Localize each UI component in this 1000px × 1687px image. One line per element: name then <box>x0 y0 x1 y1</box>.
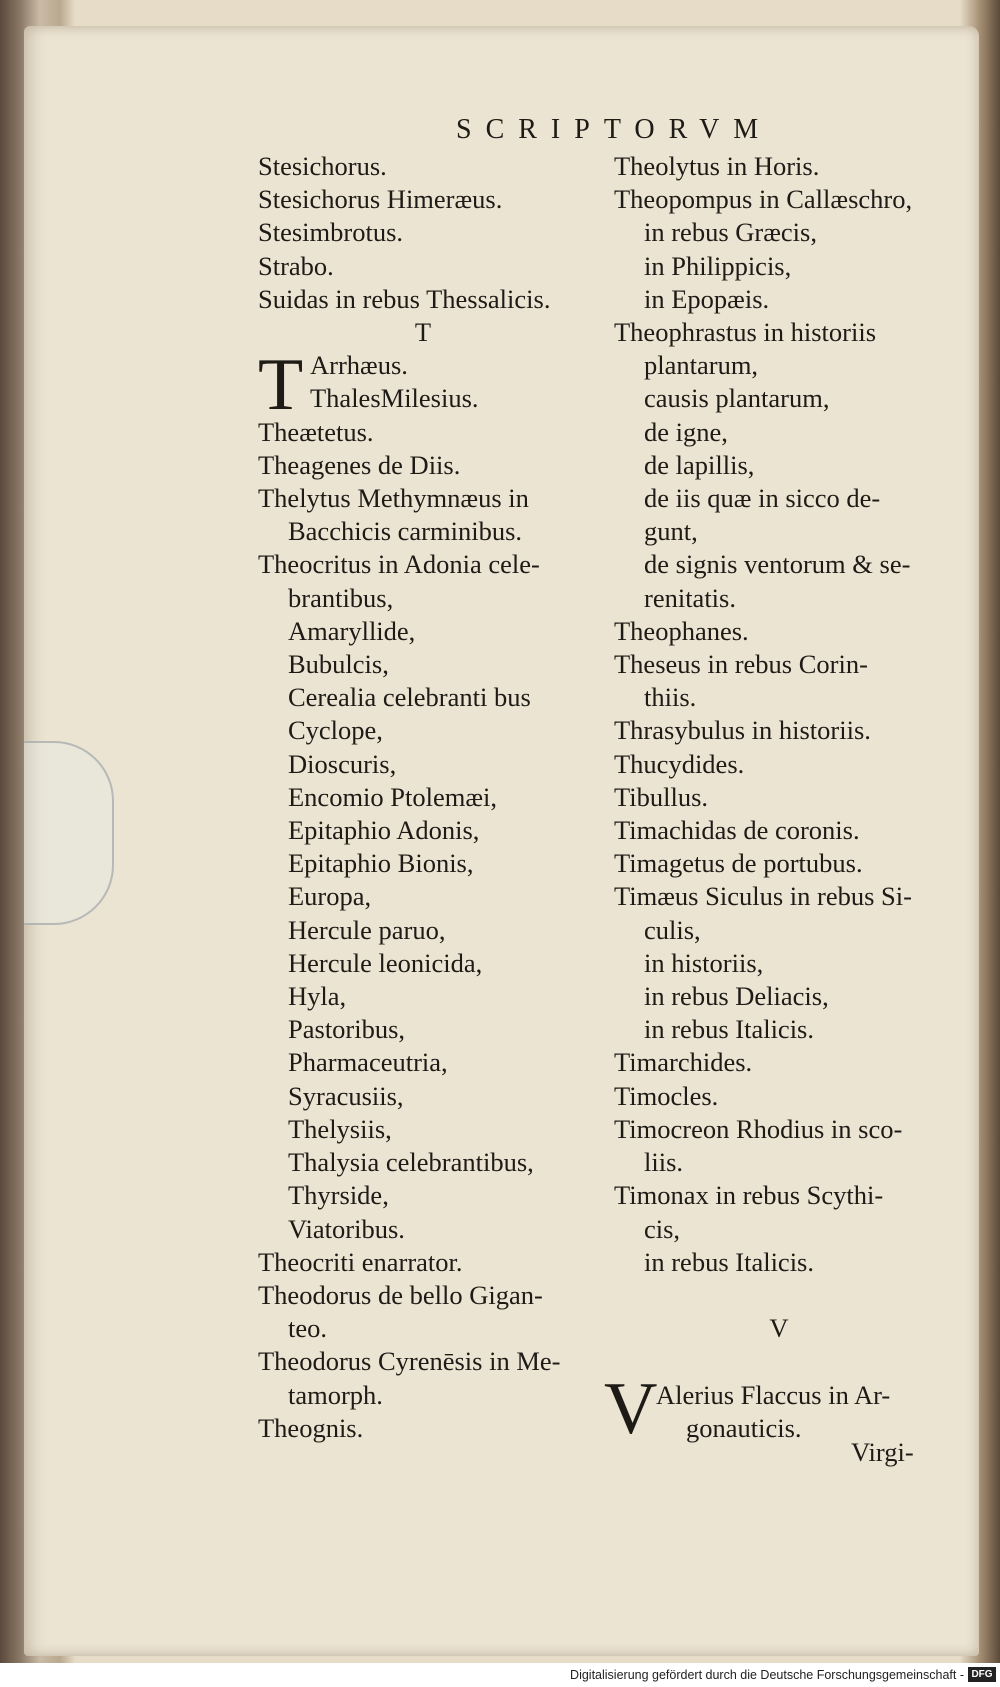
entry-line: Bacchicis carminibus. <box>288 516 523 547</box>
entry-line: Theophrastus in historiis <box>614 317 877 348</box>
entry-line: in Philippicis, <box>644 250 792 281</box>
section-letter-v: V <box>769 1313 789 1344</box>
entry-line: in rebus Italicis. <box>644 1014 814 1045</box>
entry-line: Bubulcis, <box>288 649 389 680</box>
entry-line: plantarum, <box>644 350 759 381</box>
entry-line: Dioscuris, <box>288 748 397 779</box>
entry-line: Theagenes de Diis. <box>258 449 461 480</box>
entry-line: de lapillis, <box>644 449 755 480</box>
drop-cap-t: T <box>258 344 304 426</box>
digitization-footer <box>0 1663 1000 1687</box>
entry-line: Theognis. <box>258 1412 364 1443</box>
catchword: Virgi- <box>851 1437 914 1467</box>
entry-line: Theodorus Cyrenēsis in Me- <box>258 1346 561 1377</box>
entry-line: Stesichorus. <box>258 151 387 181</box>
entry-line: liis. <box>644 1147 684 1178</box>
entry-line: Thelytus Methymnæus in <box>258 483 529 514</box>
dfg-logo: DFG <box>968 1667 996 1682</box>
entry-line: Stesimbrotus. <box>258 217 404 248</box>
section-letter-t: T <box>414 317 432 348</box>
entry-line: Epitaphio Bionis, <box>288 848 474 879</box>
entry-line: Thucydides. <box>614 748 745 779</box>
entry-line: Europa, <box>288 881 372 912</box>
entry-line: Timonax in rebus Scythi- <box>614 1180 884 1211</box>
entry-line: Theætetus. <box>258 416 374 447</box>
entry-line: Theseus in rebus Corin- <box>614 649 868 680</box>
entry-line: Timachidas de coronis. <box>614 815 860 846</box>
entry-line: Amaryllide, <box>288 615 416 646</box>
entry-line: Thelysiis, <box>288 1113 392 1144</box>
funding-credit: Digitalisierung gefördert durch die Deutsche Forschungsgemeinschaft - <box>570 1668 964 1682</box>
entry-line: Strabo. <box>258 250 334 281</box>
entry-line: Theocriti enarrator. <box>258 1246 463 1277</box>
entry-line: in Epopæis. <box>644 283 770 314</box>
entry-line: ThalesMilesius. <box>310 383 479 414</box>
entry-line: in rebus Græcis, <box>644 217 817 248</box>
entry-line: Encomio Ptolemæi, <box>288 781 498 812</box>
entry-line: de igne, <box>644 416 728 447</box>
entry-line: Theolytus in Horis. <box>614 151 820 181</box>
entry-line: in rebus Deliacis, <box>644 981 829 1012</box>
entry-line: Stesichorus Himeræus. <box>258 184 503 215</box>
entry-line: causis plantarum, <box>644 383 830 414</box>
running-head: SCRIPTORVM <box>456 114 773 145</box>
entry-line: Timæus Siculus in rebus Si- <box>614 881 912 912</box>
entry-line: Thrasybulus in historiis. <box>614 715 871 746</box>
entry-line: Cyclope, <box>288 715 383 746</box>
entry-line: Timarchides. <box>614 1047 753 1078</box>
entry-line: gonauticis. <box>686 1412 802 1443</box>
left-column <box>258 150 588 1445</box>
entry-line: in rebus Italicis. <box>644 1246 814 1277</box>
entry-line: renitatis. <box>644 582 736 613</box>
entry-line: Pharmaceutria, <box>288 1047 448 1078</box>
entry-line: Timocreon Rhodius in sco- <box>614 1113 903 1144</box>
entry-line: Timocles. <box>614 1080 719 1111</box>
entry-line: Tibullus. <box>614 781 709 812</box>
entry-line: Theopompus in Callæschro, <box>614 184 913 215</box>
entry-line: thiis. <box>644 682 697 713</box>
entry-line: Pastoribus, <box>288 1014 406 1045</box>
entry-line: brantibus, <box>288 582 394 613</box>
entry-line: Viatoribus. <box>288 1213 405 1244</box>
entry-line: culis, <box>644 914 701 945</box>
entry-line: Theocritus in Adonia cele- <box>258 549 540 580</box>
entry-line: Cerealia celebranti bus <box>288 682 531 713</box>
entry-line: gunt, <box>644 516 698 547</box>
entry-line: Thyrside, <box>288 1180 389 1211</box>
entry-line: in historiis, <box>644 947 764 978</box>
entry-line: de signis ventorum & se- <box>644 549 911 580</box>
entry-line: cis, <box>644 1213 681 1244</box>
entry-line: Syracusiis, <box>288 1080 404 1111</box>
entry-line: Thalysia celebrantibus, <box>288 1147 534 1178</box>
entry-line: Theophanes. <box>614 615 749 646</box>
entry-line: tamorph. <box>288 1379 383 1410</box>
entry-line: Hercule leonicida, <box>288 947 483 978</box>
entry-line: Hyla, <box>288 981 347 1012</box>
entry-line: Hercule paruo, <box>288 914 446 945</box>
entry-line: Theodorus de bello Gigan- <box>258 1279 543 1310</box>
entry-line: Arrhæus. <box>310 350 408 381</box>
spacer-line <box>614 1279 944 1312</box>
right-column <box>614 150 944 1445</box>
entry-line: Epitaphio Adonis, <box>288 815 480 846</box>
entry-line: Suidas in rebus Thessalicis. <box>258 283 551 314</box>
entry-line: teo. <box>288 1313 327 1344</box>
drop-cap-v: V <box>604 1368 658 1450</box>
paper-clip <box>24 741 114 925</box>
spacer-line <box>614 1345 944 1378</box>
entry-line: de iis quæ in sicco de- <box>644 483 881 514</box>
entry-line: Timagetus de portubus. <box>614 848 863 879</box>
entry-line: Alerius Flaccus in Ar- <box>656 1379 891 1410</box>
